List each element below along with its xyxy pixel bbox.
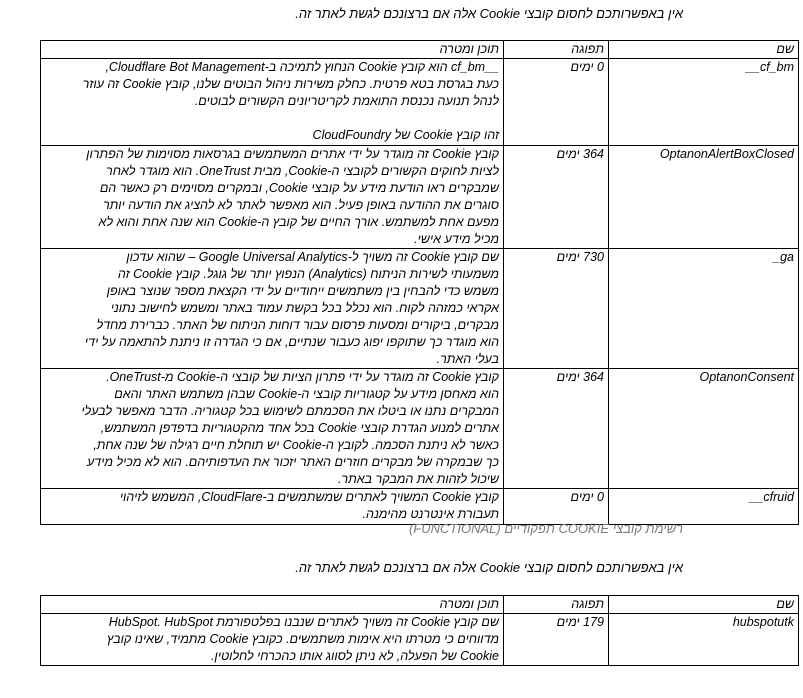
table-row: [41, 146, 799, 249]
description-line: המבקרים נתנו או ביטלו את הסכמתם לשימוש בכל קטגוריה. הדבר מאפשר לבעלי: [81, 404, 499, 418]
column-header-duration: תפוגה: [504, 41, 609, 59]
table-row: [41, 59, 799, 146]
description-line: לנהל תנועה נכנסת התואמת לקריטריונים הקשורים לבוטים.: [194, 94, 499, 108]
duration-text: 364 ימים: [556, 370, 604, 384]
description-line: קובץ Cookie זה מוגדר על ידי פתרון הציות של קובצי ה-Cookie מ-OneTrust.: [106, 370, 499, 384]
description-line: שיכול לזהות את המבקר באתר.: [337, 472, 499, 486]
description-line: מפעם אחת למשתמש. אורך החיים של קובץ ה-Cookie הוא שנה אחת והוא לא: [98, 215, 499, 229]
cookie-name: __cfruid: [609, 489, 799, 525]
cookie-description: [41, 369, 504, 489]
cookie-duration: [504, 369, 609, 489]
description-line: זהו קובץ Cookie של CloudFoundry: [312, 128, 499, 142]
description-line: מכיל מידע אישי.: [414, 232, 499, 246]
duration-text: 0 ימים: [570, 60, 604, 74]
description-line: הוא מוגדר כך שתוקפו יפוג כעבור שנתיים, אם כי הגדרה זו ניתנת להתאמה על ידי: [84, 335, 499, 349]
duration-text: 364 ימים: [556, 147, 604, 161]
intro-note: אין באפשרותכם לחסום קובצי Cookie אלה אם ברצונכם לגשת לאתר זה.: [295, 6, 683, 21]
description-line: שמבקרים ראו הודעת מידע על קובצי Cookie, ובמקרים מסוימים רק כאשר הם: [99, 181, 499, 195]
cookie-name: __cf_bm: [609, 59, 799, 146]
column-header-description: תוכן ומטרה: [41, 41, 504, 59]
table-header-row: [41, 596, 799, 614]
table-header-row: [41, 41, 799, 59]
functional-cookies-heading: רשימת קובצי COOKIE תפקודיים (FUNCTIONAL): [409, 521, 683, 536]
description-line: שם קובץ Cookie זה משויך ל-Google Universal Analytics – שהוא עדכון: [126, 250, 499, 264]
table-row: [41, 249, 799, 369]
description-line: משמש כדי להבחין בין משתמשים ייחודיים על ידי הקצאת מספר שנוצר באופן: [106, 284, 499, 298]
description-line: Cookie של הפעלה, לא ניתן לסווג אותו כהכרחי לחלוטין.: [210, 649, 499, 663]
functional-note: אין באפשרותכם לחסום קובצי Cookie אלה אם ברצונכם לגשת לאתר זה.: [295, 560, 683, 575]
table-row: [41, 369, 799, 489]
description-line: משמעותי לשירות הניתוח (Analytics) הנפוץ יותר של גוגל. קובץ Cookie זה: [117, 267, 499, 281]
cookie-table-functional: [40, 595, 799, 666]
description-line: מדווחים כי מטרתו היא אימות משתמשים. כקובץ Cookie מתמיד, שאינו קובץ: [106, 632, 499, 646]
description-line: כעת בגרסת בטא פרטית. כחלק משירות ניהול הבוטים שלנו, קובץ Cookie זה עוזר: [82, 77, 499, 91]
cookie-duration: [504, 59, 609, 146]
description-line: __cf_bm הוא קובץ Cookie הנחוץ לתמיכה ב-Cloudflare Bot Management,: [105, 60, 499, 74]
description-line: הוא מאחסן מידע על קטגוריות קובצי ה-Cookie שבהן משתמש האתר והאם: [114, 387, 499, 401]
cookie-name: hubspotutk: [609, 614, 799, 666]
duration-text: 730 ימים: [556, 250, 604, 264]
description-line: אתרים למנוע הגדרת קובצי Cookie בכל אחד מהקטגוריות בדפדפן המשתמש,: [100, 421, 499, 435]
description-line: כאשר לא ניתנת הסכמה. לקובץ ה-Cookie יש תוחלת חיים רגילה של שנה אחת,: [93, 438, 499, 452]
cookie-name: _ga: [609, 249, 799, 369]
column-header-description: תוכן ומטרה: [41, 596, 504, 614]
cookie-name: OptanonConsent: [609, 369, 799, 489]
column-header-duration: תפוגה: [504, 596, 609, 614]
cookie-description: [41, 146, 504, 249]
description-line: לציות לחוקים הקשורים לקובצי ה-Cookie, מבית OneTrust. הוא מוגדר לאחר: [106, 164, 499, 178]
cookie-description: [41, 614, 504, 666]
cookie-name: OptanonAlertBoxClosed: [609, 146, 799, 249]
description-line: שם קובץ Cookie זה משויך לאתרים שנבנו בפלטפורמת HubSpot. HubSpot: [108, 615, 499, 629]
cookie-table-necessary: [40, 40, 799, 525]
description-line: קובץ Cookie זה מוגדר על ידי אתרים המשתמשים בגרסאות מסוימות של הפתרון: [86, 147, 499, 161]
cookie-duration: [504, 146, 609, 249]
description-line: מבקרים, ביקורים ומסעות פרסום עבור דוחות הניתוח של האתר. כברירת מחדל: [96, 318, 499, 332]
cookie-duration: [504, 614, 609, 666]
column-header-name: שם: [609, 596, 799, 614]
description-line: אקראי כמזהה לקוח. הוא נכלל בכל בקשת עמוד באתר ומשמש לחישוב נתוני: [110, 301, 499, 315]
duration-text: 179 ימים: [556, 615, 604, 629]
description-line: קובץ Cookie המשויך לאתרים שמשתמשים ב-CloudFlare, המשמש לזיהוי: [119, 490, 499, 504]
duration-text: 0 ימים: [570, 490, 604, 504]
cookie-duration: [504, 249, 609, 369]
description-line: בעלי האתר.: [436, 352, 499, 366]
description-line: [45, 110, 499, 127]
cookie-description: [41, 59, 504, 146]
description-line: כך שבמקרה של מבקרים חוזרים האתר יזכור את העדפותיהם. הוא לא מכיל מידע: [86, 455, 499, 469]
description-line: תעבורת אינטרנט מהימנה.: [362, 507, 499, 521]
cookie-description: [41, 249, 504, 369]
description-line: סוגרים את ההודעה באופן פעיל. הוא מאפשר לאתר לא להציג את הודעה יותר: [102, 198, 499, 212]
column-header-name: שם: [609, 41, 799, 59]
table-row: [41, 614, 799, 666]
